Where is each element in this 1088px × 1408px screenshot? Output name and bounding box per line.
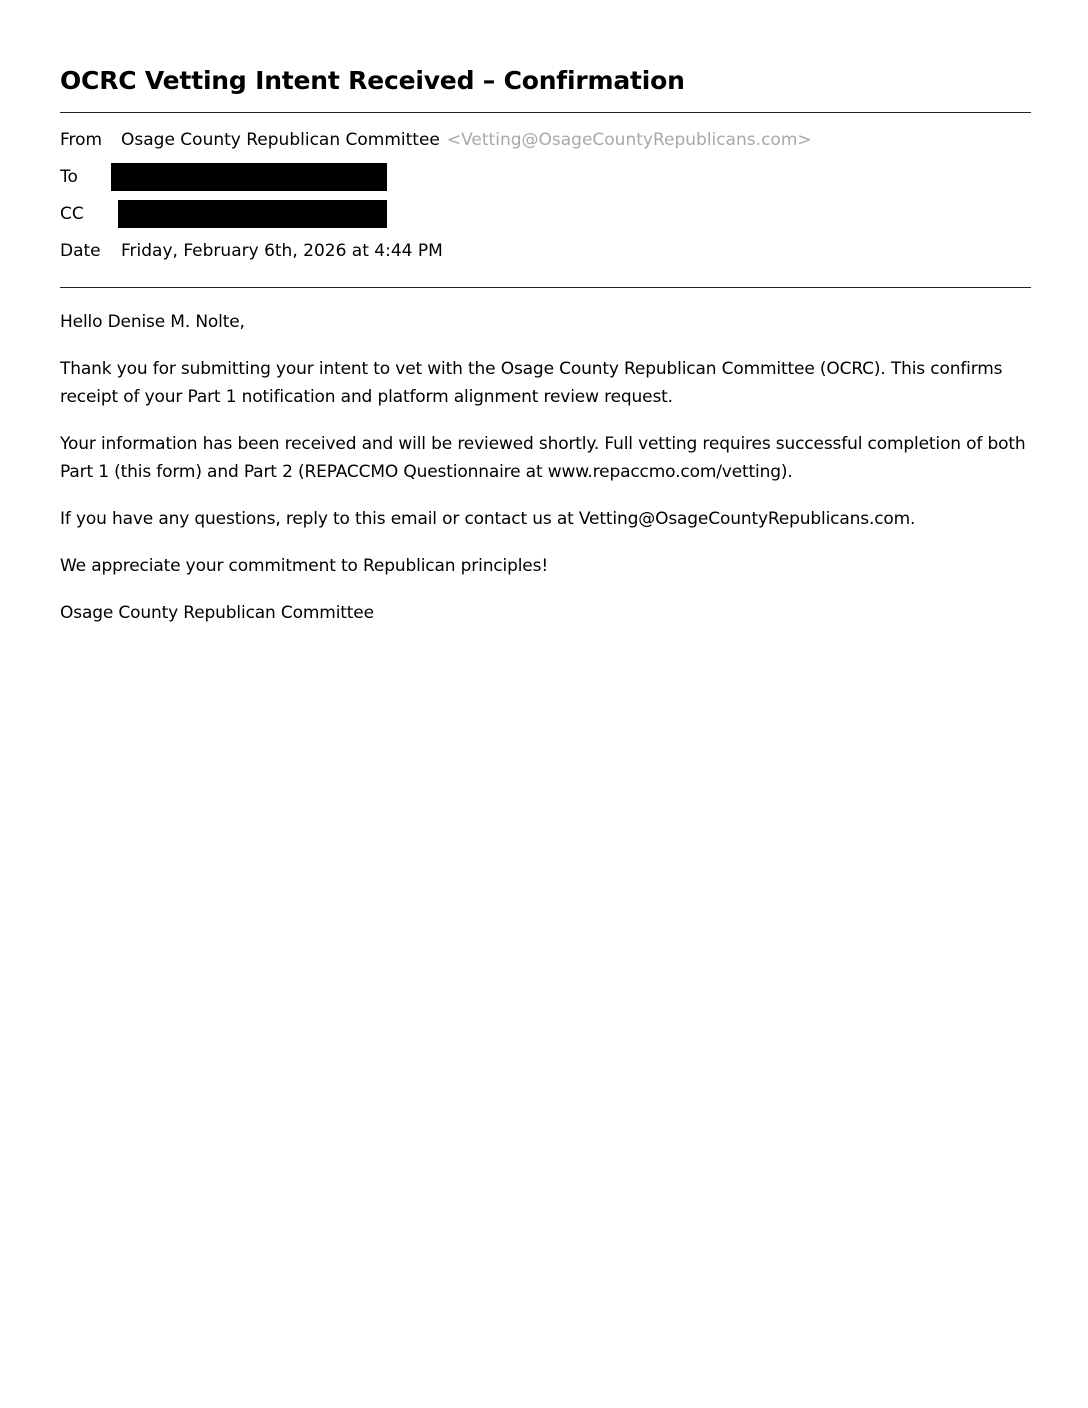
date-value: Friday, February 6th, 2026 at 4:44 PM <box>121 240 443 261</box>
redacted-recipient <box>111 163 387 191</box>
from-row <box>60 121 1031 158</box>
body-paragraph: We appreciate your commitment to Republican principles! <box>60 556 548 576</box>
header-divider-bottom <box>60 287 1031 288</box>
email-subject: OCRC Vetting Intent Received – Confirmation <box>60 66 685 95</box>
date-label: Date <box>60 240 101 261</box>
body-paragraph: If you have any questions, reply to this email or contact us at Vetting@OsageCountyRepublicans.com. <box>60 509 916 529</box>
body-paragraph: Thank you for submitting your intent to vet with the Osage County Republican Committee (OCRC). This confirms receipt of your Part 1 notification and platform alignment review request. <box>60 359 1003 407</box>
sender-name: Osage County Republican Committee <box>121 129 440 150</box>
email-headers <box>60 121 1031 269</box>
redacted-cc <box>118 200 387 228</box>
header-divider-top <box>60 112 1031 113</box>
cc-label: CC <box>60 203 84 224</box>
email-body <box>60 308 1031 627</box>
signature: Osage County Republican Committee <box>60 603 374 623</box>
to-label: To <box>60 166 78 187</box>
from-label: From <box>60 129 103 150</box>
date-row <box>60 232 1031 269</box>
sender-address[interactable]: <Vetting@OsageCountyRepublicans.com> <box>446 129 812 150</box>
cc-row <box>60 195 1031 232</box>
body-paragraph: Your information has been received and will be reviewed shortly. Full vetting requires successful completion of both Part 1 (this form) and Part 2 (REPACCMO Questionnaire at www.repaccmo.com/vetting). <box>60 434 1026 482</box>
to-row <box>60 158 1031 195</box>
greeting: Hello Denise M. Nolte, <box>60 312 245 332</box>
